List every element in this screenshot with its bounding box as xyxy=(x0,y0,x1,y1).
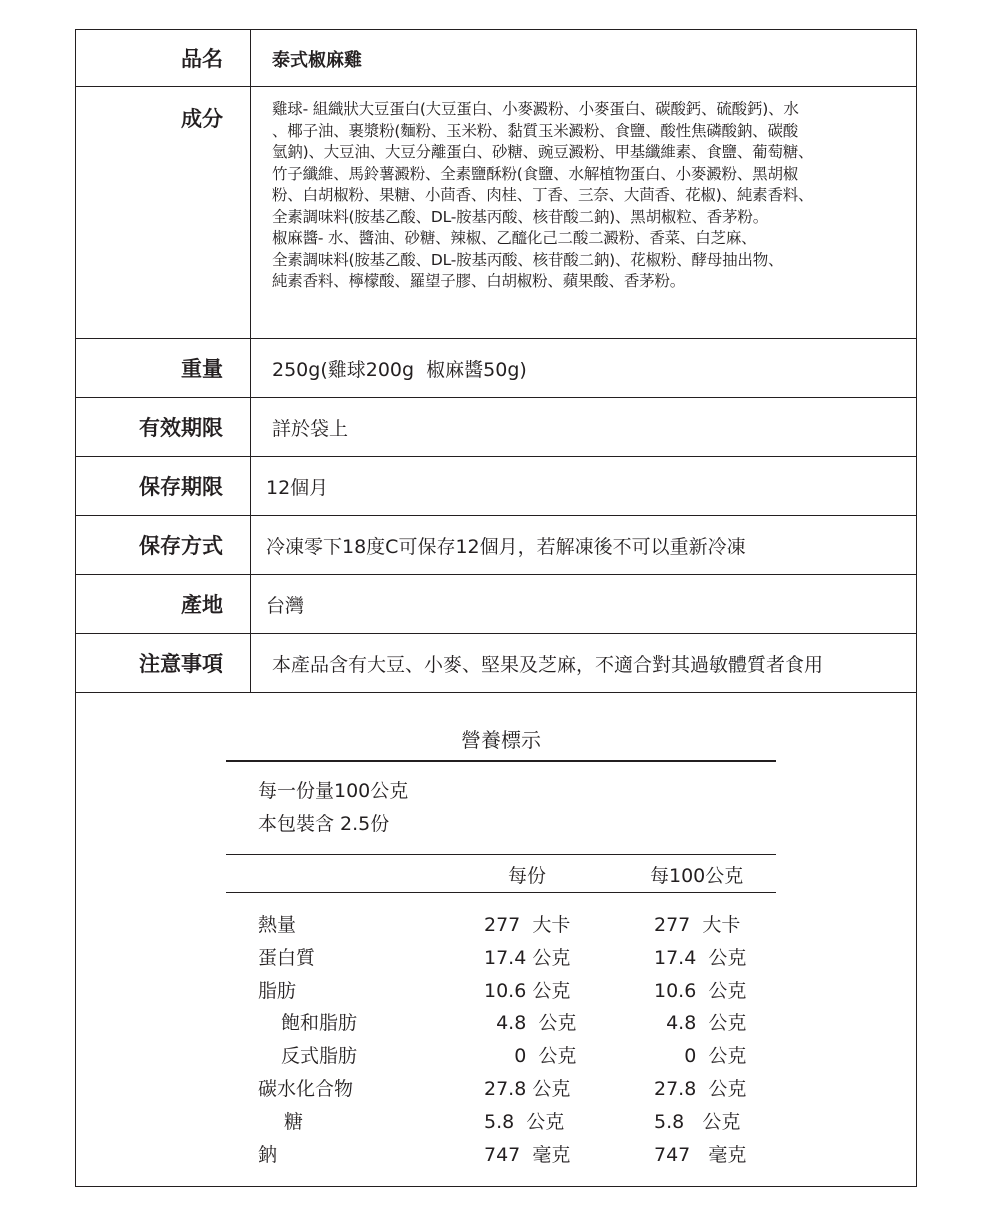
nutrient-name: 反式脂肪 xyxy=(281,1045,358,1068)
value-name: 泰式椒麻雞 xyxy=(272,49,362,71)
value-expiry: 詳於袋上 xyxy=(272,418,349,440)
nutrition-row xyxy=(226,976,776,1009)
per-100g-value: 5.8 公克 xyxy=(654,1110,741,1133)
label-expiry: 有效期限 xyxy=(76,398,251,456)
nutrition-facts xyxy=(226,720,776,1172)
nutrient-name: 鈉 xyxy=(258,1143,278,1166)
label-name: 品名 xyxy=(76,30,251,86)
label-origin: 產地 xyxy=(76,575,251,633)
nutrient-name: 熱量 xyxy=(258,914,297,936)
nutrition-row xyxy=(226,1107,776,1140)
row-ingredients xyxy=(76,87,916,339)
ingredient-line: 雞球- 組織狀大豆蛋白(大豆蛋白、小麥澱粉、小麥蛋白、碳酸鈣、硫酸鈣)、水 xyxy=(272,100,799,118)
row-shelf-life xyxy=(76,457,916,516)
ingredient-line: 氫鈉)、大豆油、大豆分離蛋白、砂糖、豌豆澱粉、甲基纖維素、食鹽、葡萄糖、 xyxy=(272,143,814,161)
nutrition-rows xyxy=(226,893,776,1172)
label-ingredients: 成分 xyxy=(76,87,251,338)
ingredient-line: 竹子纖維、馬鈴薯澱粉、全素鹽酥粉(食鹽、水解植物蛋白、小麥澱粉、黑胡椒 xyxy=(272,164,799,183)
col-per-100g: 每100公克 xyxy=(650,865,744,887)
nutrition-title: 營養標示 xyxy=(226,720,776,762)
label-weight: 重量 xyxy=(76,339,251,397)
per-100g-value: 747 毫克 xyxy=(654,1143,747,1166)
row-expiry xyxy=(76,398,916,457)
per-serving-value: 27.8 公克 xyxy=(484,1077,571,1100)
nutrient-name: 碳水化合物 xyxy=(258,1077,354,1100)
row-name xyxy=(76,30,916,87)
value-weight: 250g(雞球200g 椒麻醬50g) xyxy=(272,359,527,381)
per-100g-value: 277 大卡 xyxy=(654,914,741,936)
ingredient-line: 全素調味料(胺基乙酸、DL-胺基丙酸、核苷酸二鈉)、花椒粉、酵母抽出物、 xyxy=(272,250,784,269)
label-storage: 保存方式 xyxy=(76,516,251,574)
label-shelf-life: 保存期限 xyxy=(76,457,251,515)
value-notice: 本產品含有大豆、小麥、堅果及芝麻，不適合對其過敏體質者食用 xyxy=(272,654,824,676)
per-100g-value: 10.6 公克 xyxy=(654,979,747,1002)
per-100g-value: 27.8 公克 xyxy=(654,1077,747,1100)
ingredient-line: 純素香料、檸檬酸、羅望子膠、白胡椒粉、蘋果酸、香茅粉。 xyxy=(272,272,686,290)
value-ingredients xyxy=(272,99,908,293)
nutrient-name: 飽和脂肪 xyxy=(281,1012,358,1035)
per-serving-value: 277 大卡 xyxy=(484,914,571,936)
nutrition-row xyxy=(226,1008,776,1041)
row-storage xyxy=(76,516,916,575)
value-shelf-life: 12個月 xyxy=(266,477,329,499)
nutrition-row xyxy=(226,1041,776,1074)
col-per-serving: 每份 xyxy=(508,865,547,887)
per-serving-value: 17.4 公克 xyxy=(484,946,571,969)
row-notice xyxy=(76,634,916,693)
per-serving-value: 747 毫克 xyxy=(484,1143,571,1166)
nutrition-row xyxy=(226,1140,776,1173)
nutrition-row xyxy=(226,943,776,976)
per-serving-value: 5.8 公克 xyxy=(484,1110,565,1133)
nutrition-row xyxy=(226,1074,776,1107)
serving-info xyxy=(226,762,776,855)
nutrient-name: 脂肪 xyxy=(258,979,297,1002)
nutrition-column-headers xyxy=(226,855,776,893)
per-100g-value: 17.4 公克 xyxy=(654,946,747,969)
nutrition-row xyxy=(226,910,776,943)
per-serving-value: 0 公克 xyxy=(484,1045,577,1068)
row-weight xyxy=(76,339,916,398)
value-storage: 冷凍零下18度C可保存12個月，若解凍後不可以重新冷凍 xyxy=(266,536,746,558)
nutrient-name: 蛋白質 xyxy=(258,946,316,969)
nutrient-name: 糖 xyxy=(284,1110,304,1133)
product-spec-sheet xyxy=(75,29,917,1187)
ingredient-line: 椒麻醬- 水、醬油、砂糖、辣椒、乙醯化己二酸二澱粉、香菜、白芝麻、 xyxy=(272,229,757,247)
serving-size: 每一份量100公克 xyxy=(258,780,409,802)
ingredient-line: 、椰子油、裹漿粉(麵粉、玉米粉、黏質玉米澱粉、食鹽、酸性焦磷酸鈉、碳酸 xyxy=(272,121,799,140)
servings-per-pack: 本包裝含 2.5份 xyxy=(258,813,390,835)
ingredient-line: 全素調味料(胺基乙酸、DL-胺基丙酸、核苷酸二鈉)、黑胡椒粒、香茅粉。 xyxy=(272,207,768,226)
per-100g-value: 4.8 公克 xyxy=(654,1012,747,1035)
per-serving-value: 10.6 公克 xyxy=(484,979,571,1002)
ingredient-line: 粉、白胡椒粉、果糖、小茴香、肉桂、丁香、三奈、大茴香、花椒)、純素香料、 xyxy=(272,186,814,204)
value-origin: 台灣 xyxy=(266,595,305,617)
per-serving-value: 4.8 公克 xyxy=(484,1012,577,1035)
label-notice: 注意事項 xyxy=(76,634,251,692)
per-100g-value: 0 公克 xyxy=(654,1045,747,1068)
row-origin xyxy=(76,575,916,634)
